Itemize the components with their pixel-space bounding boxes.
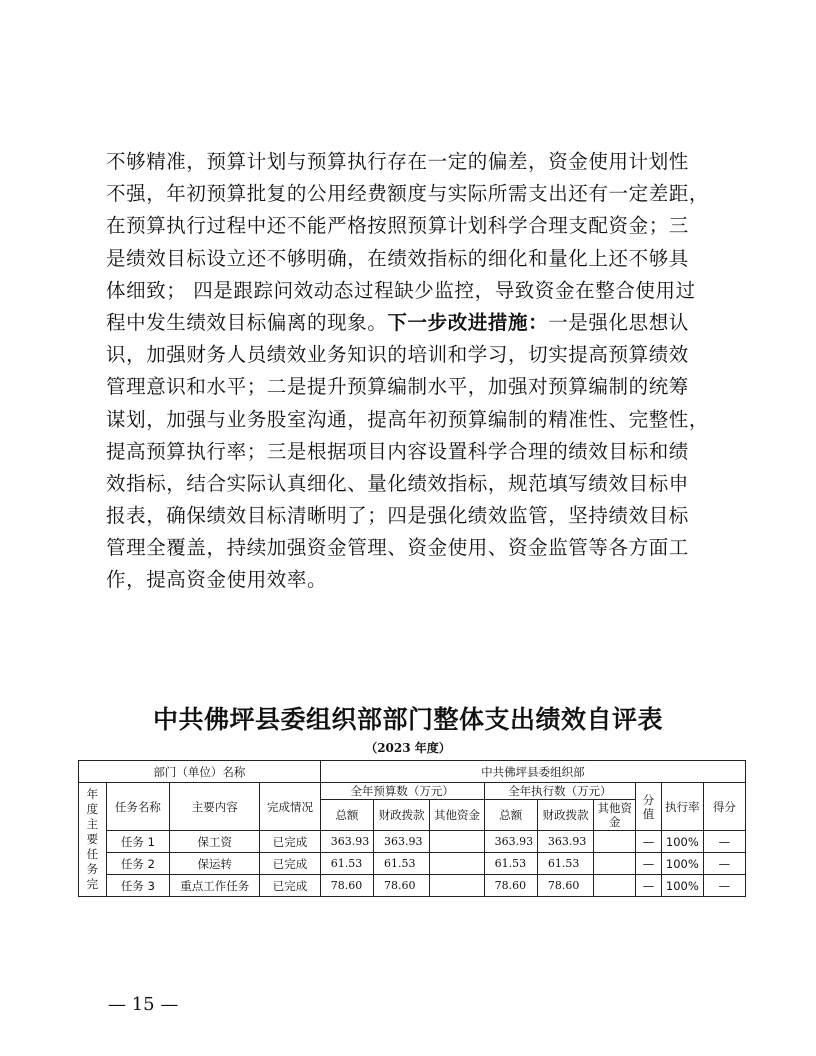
cell-rate: 100% <box>661 853 703 875</box>
cell-exec-other <box>594 875 636 897</box>
dept-value: 中共佛坪县委组织部 <box>320 761 745 783</box>
page-number: — 15 — <box>108 994 179 1015</box>
table-row <box>79 875 746 897</box>
body-line: 管理意识和水平；二是提升预算编制水平，加强对预算编制的统筹 <box>106 375 689 399</box>
table-row <box>79 831 746 853</box>
cell-points: — <box>636 853 662 875</box>
cell-status: 已完成 <box>260 875 320 897</box>
cell-content: 重点工作任务 <box>170 875 260 897</box>
body-line: 不够精准，预算计划与预算执行存在一定的偏差，资金使用计划性 <box>106 150 689 173</box>
body-line: 谋划，加强与业务股室沟通，提高年初预算编制的精准性、完整性， <box>106 407 710 431</box>
table-row <box>79 761 746 783</box>
cell-task: 任务 3 <box>106 875 170 897</box>
cell-rate: 100% <box>661 831 703 853</box>
cell-task: 任务 1 <box>106 831 170 853</box>
cell-budget-other <box>430 853 484 875</box>
body-text-segment: 一是强化思想认 <box>548 310 689 334</box>
table-row <box>79 783 746 800</box>
body-paragraph <box>106 146 730 597</box>
body-line: 体细致； 四是跟踪问效动态过程缺少监控，导致资金在整合使用过 <box>106 278 696 302</box>
body-line: 提高预算执行率；三是根据项目内容设置科学合理的绩效目标和绩 <box>106 439 689 463</box>
header-score: 得分 <box>703 783 745 831</box>
cell-exec-total: 61.53 <box>484 853 537 875</box>
body-text-segment: 程中发生绩效目标偏离的现象。 <box>106 310 388 334</box>
header-status: 完成情况 <box>260 783 320 831</box>
header-points: 分值 <box>636 783 662 831</box>
body-line: 在预算执行过程中还不能严格按照预算计划科学合理支配资金；三 <box>106 214 689 238</box>
header-exec-other: 其他资金 <box>594 800 636 831</box>
cell-status: 已完成 <box>260 831 320 853</box>
header-task-name: 任务名称 <box>106 783 170 831</box>
cell-content: 保工资 <box>170 831 260 853</box>
table-row <box>79 853 746 875</box>
cell-score: — <box>703 853 745 875</box>
cell-budget-total: 78.60 <box>320 875 373 897</box>
header-budget-other: 其他资金 <box>430 800 484 831</box>
header-main-content: 主要内容 <box>170 783 260 831</box>
cell-exec-fiscal: 78.60 <box>537 875 593 897</box>
cell-budget-fiscal: 78.60 <box>374 875 430 897</box>
cell-score: — <box>703 831 745 853</box>
cell-exec-total: 78.60 <box>484 875 537 897</box>
cell-budget-other <box>430 831 484 853</box>
header-execution: 全年执行数（万元） <box>484 783 636 800</box>
cell-content: 保运转 <box>170 853 260 875</box>
cell-exec-fiscal: 363.93 <box>537 831 593 853</box>
header-rate: 执行率 <box>661 783 703 831</box>
cell-budget-total: 61.53 <box>320 853 373 875</box>
dept-label: 部门（单位）名称 <box>79 761 321 783</box>
body-line: 识，加强财务人员绩效业务知识的培训和学习，切实提高预算绩效 <box>106 343 689 367</box>
body-line: 不强，年初预算批复的公用经费额度与实际所需支出还有一定差距， <box>106 182 710 206</box>
cell-budget-other <box>430 875 484 897</box>
cell-exec-fiscal: 61.53 <box>537 853 593 875</box>
cell-rate: 100% <box>661 875 703 897</box>
header-budget-fiscal: 财政拨款 <box>374 800 430 831</box>
cell-status: 已完成 <box>260 853 320 875</box>
body-line: 管理全覆盖，持续加强资金管理、资金使用、资金监管等各方面工 <box>106 536 689 560</box>
body-line: 报表，确保绩效目标清晰明了；四是强化绩效监管，坚持绩效目标 <box>106 504 689 528</box>
side-label-text: 年 度 主 要 任 务 完 <box>86 787 99 891</box>
body-line: 是绩效目标设立还不够明确，在绩效指标的细化和量化上还不够具 <box>106 246 689 270</box>
side-label <box>79 783 107 897</box>
cell-points: — <box>636 875 662 897</box>
body-line: 效指标，结合实际认真细化、量化绩效指标，规范填写绩效目标申 <box>106 471 689 495</box>
header-exec-fiscal: 财政拨款 <box>537 800 593 831</box>
cell-points: — <box>636 831 662 853</box>
table-title: 中共佛坪县委组织部部门整体支出绩效自评表 <box>152 705 663 734</box>
header-exec-total: 总额 <box>484 800 537 831</box>
header-budget-total: 总额 <box>320 800 373 831</box>
cell-exec-other <box>594 853 636 875</box>
cell-exec-other <box>594 831 636 853</box>
cell-exec-total: 363.93 <box>484 831 537 853</box>
header-budget: 全年预算数（万元） <box>320 783 484 800</box>
body-line: 作，提高资金使用效率。 <box>106 568 328 592</box>
cell-budget-total: 363.93 <box>320 831 373 853</box>
improvement-heading: 下一步改进措施： <box>387 310 549 334</box>
cell-budget-fiscal: 61.53 <box>374 853 430 875</box>
cell-task: 任务 2 <box>106 853 170 875</box>
cell-budget-fiscal: 363.93 <box>374 831 430 853</box>
body-line-mixed <box>106 307 730 339</box>
cell-score: — <box>703 875 745 897</box>
table-subtitle: （2023 年度） <box>365 741 451 755</box>
performance-table <box>78 760 746 897</box>
